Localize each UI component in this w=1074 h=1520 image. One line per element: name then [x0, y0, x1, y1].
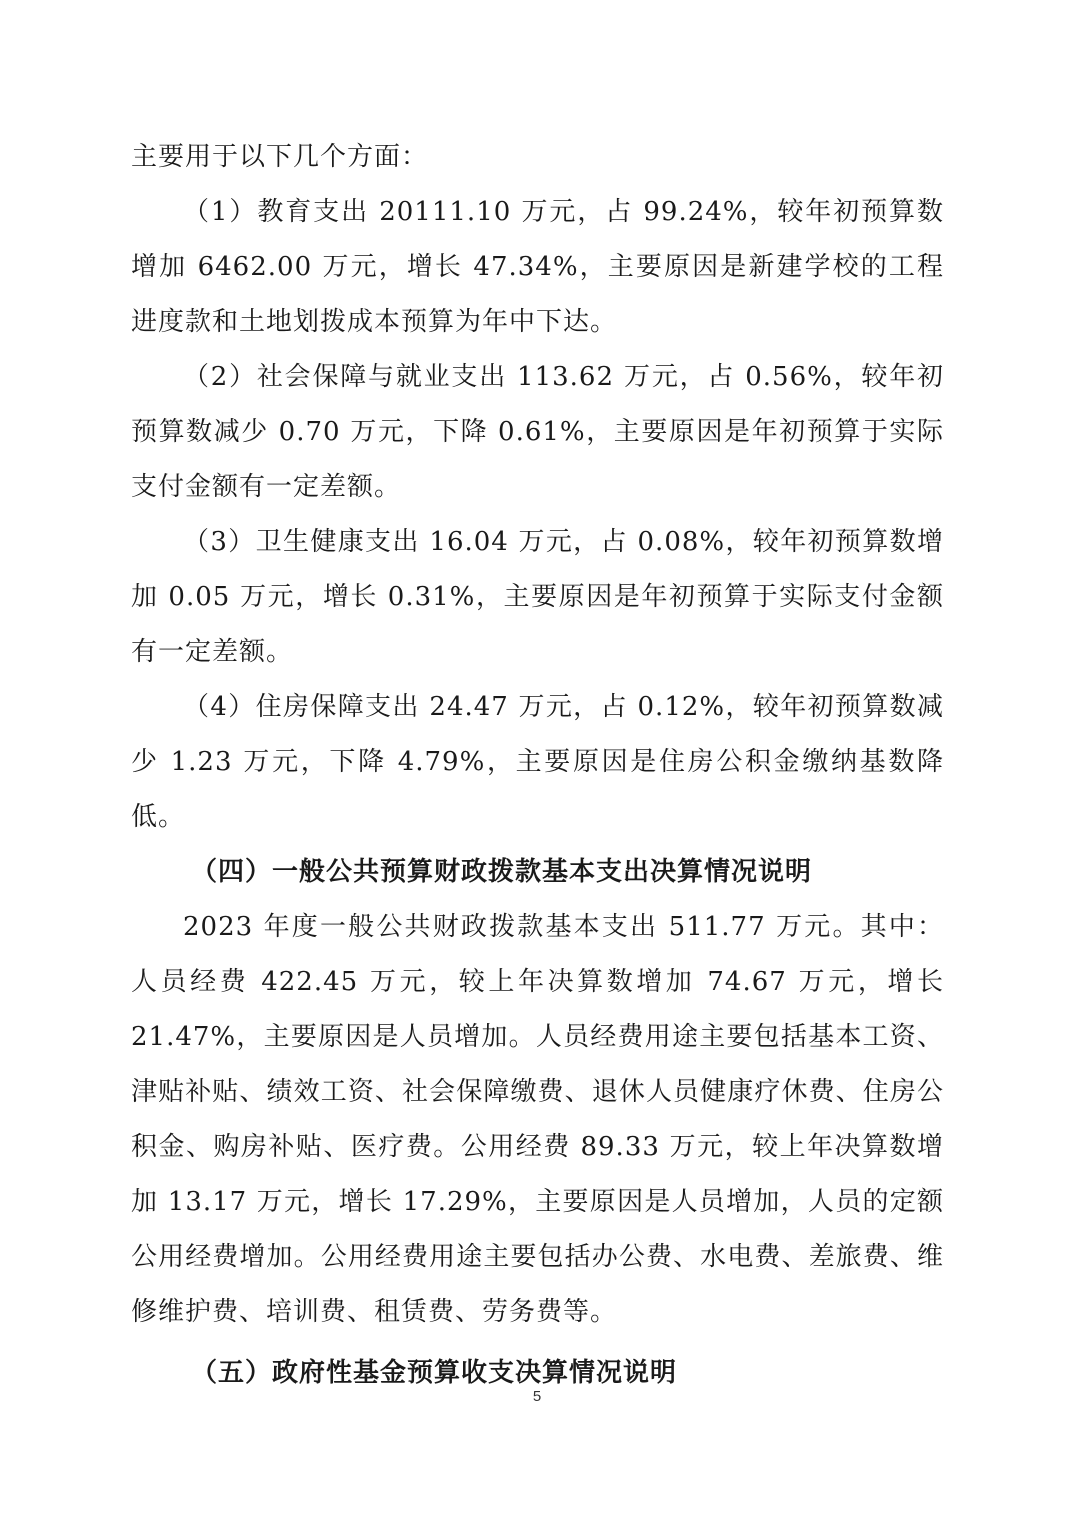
- item-health-paragraph: （3）卫生健康支出 16.04 万元，占 0.08%，较年初预算数增加 0.05 万元，增长 0.31%，主要原因是年初预算于实际支付金额有一定差额。: [131, 527, 944, 667]
- document-body: [131, 130, 944, 1401]
- section-heading-four: （四）一般公共预算财政拨款基本支出决算情况说明: [191, 857, 813, 887]
- section-heading-five: （五）政府性基金预算收支决算情况说明: [191, 1358, 678, 1388]
- basic-expense-paragraph: 2023 年度一般公共财政拨款基本支出 511.77 万元。其中：人员经费 422.45 万元，较上年决算数增加 74.67 万元，增长 21.47%，主要原因是人员增加。人员经费用途主要包括基本工资、津贴补贴、绩效工资、社会保障缴费、退休人员健康疗休费、住房公积金、购房补贴、医疗费。公用经费 89.33 万元，较上年决算数增加 13.17 万元，增长 17.29%，主要原因是人员增加，人员的定额公用经费增加。公用经费用途主要包括办公费、水电费、差旅费、维修维护费、培训费、租赁费、劳务费等。: [131, 912, 944, 1327]
- intro-paragraph: 主要用于以下几个方面：: [131, 142, 429, 172]
- item-education-paragraph: （1）教育支出 20111.10 万元，占 99.24%，较年初预算数增加 6462.00 万元，增长 47.34%，主要原因是新建学校的工程进度款和土地划拨成本预算为年中下达。: [131, 197, 944, 337]
- page-number: 5: [532, 1388, 542, 1405]
- item-housing-paragraph: （4）住房保障支出 24.47 万元，占 0.12%，较年初预算数减少 1.23 万元，下降 4.79%，主要原因是住房公积金缴纳基数降低。: [131, 692, 944, 832]
- item-social-security-paragraph: （2）社会保障与就业支出 113.62 万元，占 0.56%，较年初预算数减少 0.70 万元，下降 0.61%，主要原因是年初预算于实际支付金额有一定差额。: [131, 362, 944, 502]
